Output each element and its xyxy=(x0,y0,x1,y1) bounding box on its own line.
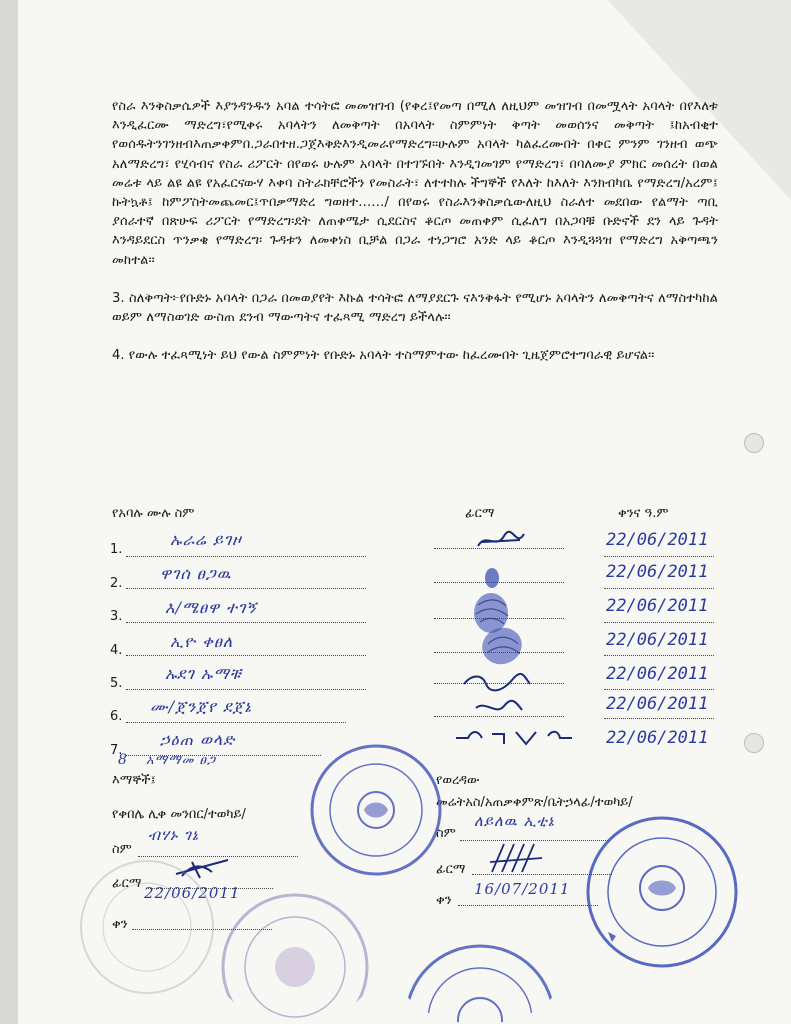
signature xyxy=(452,724,582,752)
woreda-name-label: ስም xyxy=(436,826,456,841)
row-8-number: 8 xyxy=(118,752,128,768)
name-line xyxy=(126,655,366,656)
woreda-signature xyxy=(486,838,546,878)
row-number: 1. xyxy=(110,542,123,557)
paragraph-penalty: 3. ስለቅጣት፦የቡድኑ አባላት በጋራ በመወያየት እኩል ተሳትፎ ለማያደርጉ ናእንቅፋት የሚሆኑ አባላትን ለመቅጣትና ለማስተካከል ወይም ለማስወገድ ውስጠ ደንብ ማውጣትና ተፈጻሚ ማድረግ ይችላሉ፡፡ xyxy=(112,290,718,326)
kebele-name-value: ብሃኑ ገኔ xyxy=(148,826,199,844)
member-name: ኃዕጠ ወላድ xyxy=(160,730,236,749)
woreda-office-role: መሬትአስ/አጠቃቀምጽ/ቤትኃላፊ/ተወካይ/ xyxy=(436,795,633,810)
row-number: 6. xyxy=(110,709,123,724)
punch-hole-bottom xyxy=(744,733,764,753)
member-date: 22/06/2011 xyxy=(606,694,709,714)
member-name: ኡደገ ኡማቹ xyxy=(165,664,242,683)
faded-stamp xyxy=(72,852,222,1002)
date-line xyxy=(604,622,714,623)
member-date: 22/06/2011 xyxy=(606,728,709,748)
kebele-sign-label: ፊርማ xyxy=(112,876,142,891)
date-line xyxy=(604,655,714,656)
member-date: 22/06/2011 xyxy=(606,630,709,650)
date-line xyxy=(604,556,714,557)
name-line xyxy=(126,622,366,623)
witnesses-title: እማኞች፤ xyxy=(112,773,156,788)
row-number: 4. xyxy=(110,643,123,658)
signature xyxy=(462,670,532,696)
paragraph-duties: የስራ እንቅስቃሴዎች እያንዳንዱን አባል ተሳትፎ መመዝገብ (የቀረ፤የመጣ በሚለ ለዚህም መዝገብ በመሟላት አባላት በየእለቱ እንዲፈርሙ ማድረግ፣የሚቀሩ አባላትን ለመቅጣት በአባላት ስምምነት ቅጣት መወሰንና መቅጣት ፤ከአብቂተ የወሰዱትንገንዘብእጠቃቀምበ.ጋራበተዘ.ጋጀእቅድእንዲመራየማድረግ፡፡ሁሉም አባላት ካልፈረሙበት በቀር ምንም ገንዘብ ወጭ አለማድረግ፣ የሂሳብና የስራ ሪፖርት በየወሩ ሁሉም አባላት በተገኙበት እንዲገመገም የማድረግ፣ በባለሙያ ምክር መሰረት በወል መሬቱ ላይ ልዩ ልዩ የአፈርናውሃ እቀባ ስትራክቸሮችን የመስራት፣ ለተተከሉ ችግኞች የእለት ከእለት እንክብካቤ የማድረግ/አረም፤ ኩትኳቶ፤ ከምፖስትመጨመር፤ጥበቃማድረ ግወዘተ……/ በየወሩ የስራእንቅስቃሴውለዚህ ስራለተ መደበው የልማት ጣቢ ያሰራተኛ በጽሁፍ ሪፖርት የማድረግ፡ደት ለጠቀሜታ ሲደርስና ቆርጦ መጠቀም ሲፈለግ በአጋባቹ ቡድኖች ደን ላይ ጉዳት እንዳይደርስ ጥንቃቄ የማድረግ፡ ጉዳቱን ለመቀነስ ቢቻል በጋራ ተነጋግሮ አንድ ላይ ቆርጦ እንዲጓጓዝ የማድረግ አቅጣጫን መከተል፡፡ xyxy=(112,99,718,268)
name-line xyxy=(126,556,366,557)
date-line xyxy=(604,689,714,690)
signature xyxy=(476,528,526,552)
agreement-body xyxy=(112,97,718,384)
header-signature: ፊርማ xyxy=(465,506,495,521)
name-line xyxy=(126,689,366,690)
woreda-date-line xyxy=(458,905,598,906)
member-date: 22/06/2011 xyxy=(606,562,709,582)
kebele-chair-role: የቀበሌ ሊቀ መንበር/ተወካይ/ xyxy=(112,807,246,822)
row-number: 7. xyxy=(110,743,123,758)
member-name: ኡራሬ ይገዞ xyxy=(170,530,242,549)
name-line xyxy=(126,588,366,589)
member-date: 22/06/2011 xyxy=(606,664,709,684)
kebele-date-label: ቀን xyxy=(112,917,128,932)
member-name: እ/ሜፀዋ ተገኝ xyxy=(165,598,257,617)
woreda-date-value: 16/07/2011 xyxy=(474,880,571,898)
name-line xyxy=(126,722,346,723)
thumbprint xyxy=(480,566,504,590)
member-date: 22/06/2011 xyxy=(606,596,709,616)
woreda-date-label: ቀን xyxy=(436,893,452,908)
punch-hole-top xyxy=(744,433,764,453)
date-line xyxy=(604,718,714,719)
member-date: 22/06/2011 xyxy=(606,530,709,550)
kebele-sign-date: 22/06/2011 xyxy=(144,884,241,902)
faded-stamp xyxy=(210,882,380,1024)
paragraph-effect: 4. የውሉ ተፈጻሚነት ይህ የውል ስምምነት የቡድኑ አባላት ተስማምተው ከፈረሙበት ጊዜጀምሮተግባራዊ ይሆናል፡፡ xyxy=(112,348,655,364)
thumbprint xyxy=(478,624,528,668)
member-name: ኢዮ ቀፀለ xyxy=(170,632,234,651)
row-number: 2. xyxy=(110,576,123,591)
official-stamp xyxy=(400,930,560,1024)
row-number: 5. xyxy=(110,676,123,691)
member-name: ሙ/ጀንጀየ ደጀኔ xyxy=(150,697,252,716)
member-name: ዋገሰ ፀጋዉ xyxy=(160,564,232,583)
header-date: ቀንና ዓ.ም xyxy=(618,506,669,521)
woreda-name-value: ለይለዉ ኢቲኔ xyxy=(474,812,555,830)
date-line xyxy=(604,588,714,589)
woreda-sign-label: ፊርማ xyxy=(436,862,466,877)
official-stamp xyxy=(306,740,446,880)
row-8-name: አማማመ ፀጋ xyxy=(146,753,217,768)
header-member-name: የአባሉ ሙሉ ስም xyxy=(112,506,195,521)
woreda-title: የወረዳው xyxy=(436,773,480,788)
official-stamp xyxy=(582,812,742,972)
row-number: 3. xyxy=(110,609,123,624)
signature xyxy=(474,698,524,718)
kebele-name-label: ስም xyxy=(112,842,132,857)
